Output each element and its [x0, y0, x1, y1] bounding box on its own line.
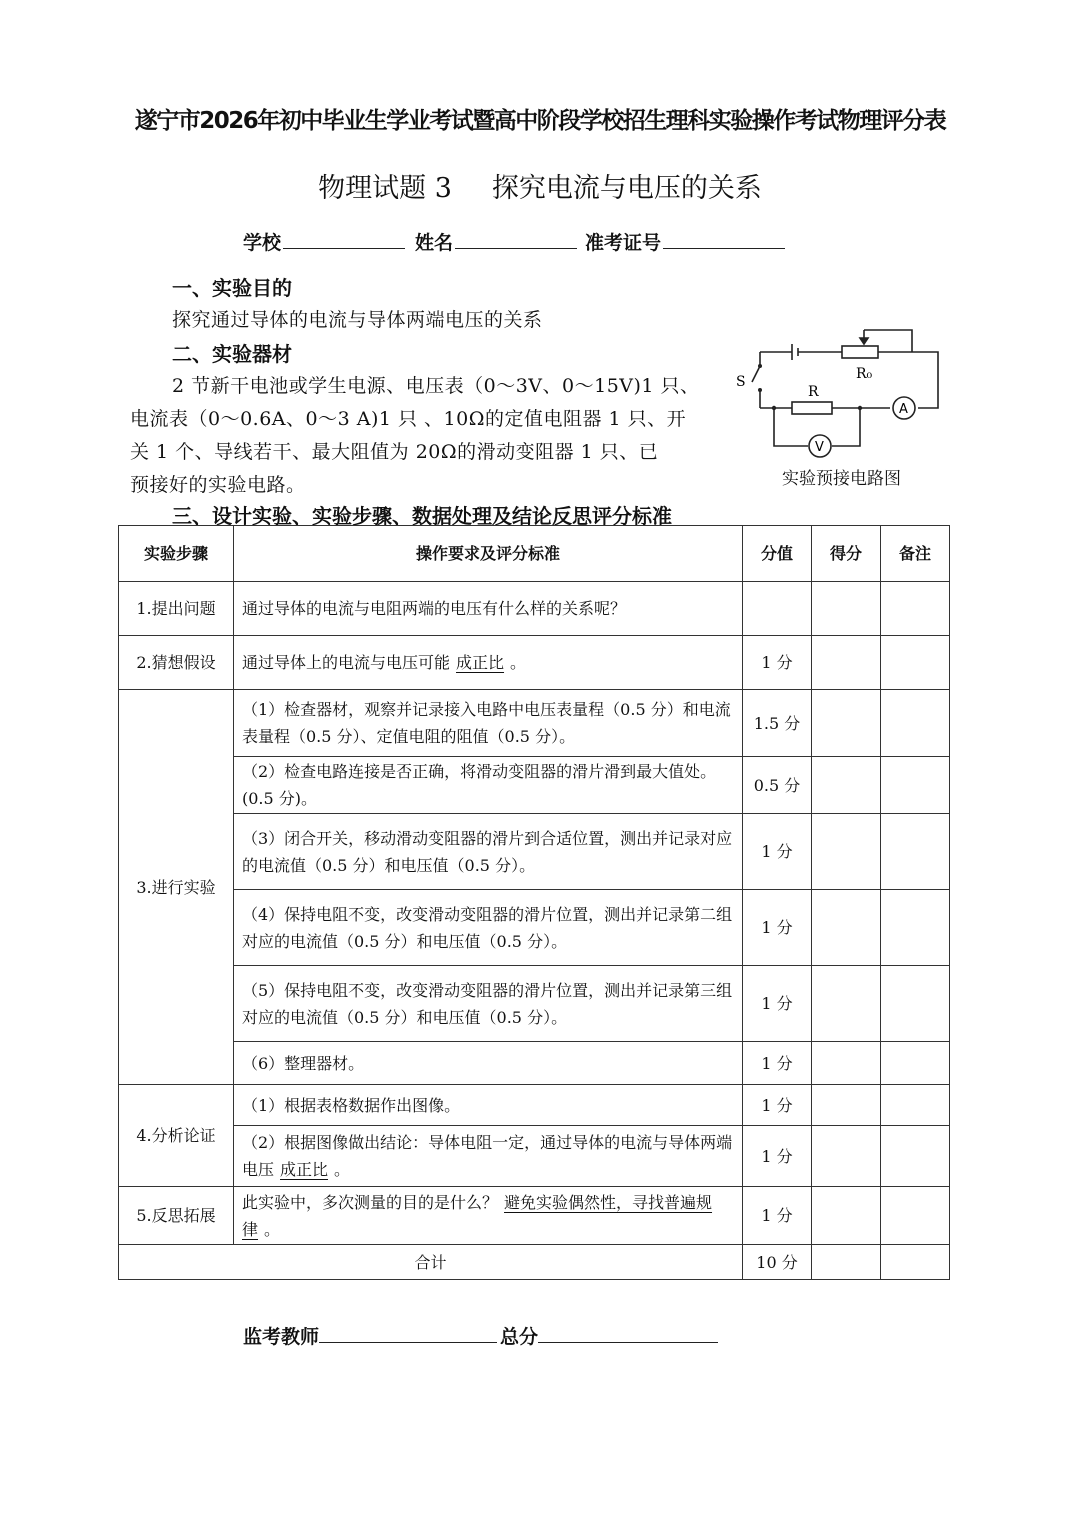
subtitle-topic: 探究电流与电压的关系: [491, 173, 762, 204]
header-remarks: 备注: [881, 526, 950, 582]
voltmeter-label: V: [815, 440, 824, 455]
remarks-cell[interactable]: [881, 582, 950, 636]
step-name: 2.猜想假设: [119, 636, 234, 690]
step-name: 5.反思拓展: [119, 1187, 234, 1245]
remarks-cell[interactable]: [881, 814, 950, 890]
equipment-line: 预接好的实验电路。: [130, 474, 306, 496]
points-cell: [743, 582, 812, 636]
criteria-cell: [234, 1126, 743, 1187]
proctor-signature-line[interactable]: [319, 1342, 497, 1343]
exam-id-field-label: 准考证号: [585, 232, 662, 254]
score-cell[interactable]: [812, 690, 881, 757]
table-row: [119, 1126, 950, 1187]
document-title: 遂宁市2026年初中毕业生学业考试暨高中阶段学校招生理科实验操作考试物理评分表: [134, 108, 946, 134]
remarks-cell[interactable]: [881, 1085, 950, 1126]
criteria-text: 。: [334, 1160, 351, 1179]
criteria-cell: （1）检查器材，观察并记录接入电路中电压表量程（0.5 分）和电流表量程（0.5 分）、定值电阻的阻值（0.5 分）。: [234, 690, 743, 757]
criteria-text: 。: [510, 653, 527, 672]
table-row: [119, 757, 950, 814]
criteria-text: 此实验中，多次测量的目的是什么？: [242, 1192, 499, 1212]
total-score-line[interactable]: [538, 1342, 718, 1343]
table-row: [119, 890, 950, 966]
table-row: [119, 966, 950, 1042]
total-row: [119, 1245, 950, 1280]
score-cell[interactable]: [812, 582, 881, 636]
criteria-cell: （5）保持电阻不变，改变滑动变阻器的滑片位置，测出并记录第三组对应的电流值（0.5 分）和电压值（0.5 分）。: [234, 966, 743, 1042]
table-header-row: [119, 526, 950, 582]
equipment-line: 电流表（0～0.6A、0～3 A)1 只 、10Ω的定值电阻器 1 只、开: [130, 408, 687, 430]
circuit-caption: 实验预接电路图: [782, 469, 901, 489]
answer-text: 成正比: [280, 1160, 329, 1179]
step-name: 3.进行实验: [119, 690, 234, 1085]
exam-id-field-line[interactable]: [663, 248, 785, 249]
header-criteria: 操作要求及评分标准: [234, 526, 743, 582]
score-cell[interactable]: [812, 1187, 881, 1245]
table-row: [119, 690, 950, 757]
table-row: [119, 1085, 950, 1126]
points-cell: 1 分: [743, 890, 812, 966]
criteria-cell: 通过导体的电流与电阻两端的电压有什么样的关系呢？: [234, 582, 743, 636]
table-row: [119, 1187, 950, 1245]
experiment-subtitle: [0, 166, 1080, 205]
table-row: [119, 582, 950, 636]
table-row: [119, 636, 950, 690]
equipment-line: 关 1 个、导线若干、最大阻值为 20Ω的滑动变阻器 1 只、已: [130, 441, 659, 463]
name-field-line[interactable]: [455, 248, 577, 249]
switch-lever: [752, 366, 760, 382]
resistor-symbol: [792, 402, 832, 414]
score-cell[interactable]: [812, 636, 881, 690]
equipment-line: 2 节新干电池或学生电源、电压表（0～3V、0～15V)1 只、: [172, 375, 700, 397]
name-field-label: 姓名: [415, 232, 454, 254]
points-cell: 1 分: [743, 1085, 812, 1126]
total-label: 合计: [119, 1245, 743, 1280]
total-points: 10 分: [743, 1245, 812, 1280]
total-score-cell[interactable]: [812, 1245, 881, 1280]
score-cell[interactable]: [812, 1085, 881, 1126]
score-cell[interactable]: [812, 1126, 881, 1187]
remarks-cell[interactable]: [881, 636, 950, 690]
circuit-diagram: [726, 322, 950, 470]
answer-text: 成正比: [456, 653, 505, 672]
remarks-cell[interactable]: [881, 890, 950, 966]
criteria-text: 通过导体上的电流与电压可能: [242, 653, 451, 672]
school-field-label: 学校: [243, 232, 282, 254]
points-cell: 1 分: [743, 1042, 812, 1085]
step-name: 1.提出问题: [119, 582, 234, 636]
points-cell: 1 分: [743, 636, 812, 690]
points-cell: 1 分: [743, 966, 812, 1042]
remarks-cell[interactable]: [881, 966, 950, 1042]
resistor-label: R: [808, 384, 819, 400]
criteria-text: （2）根据图像做出结论：导体电阻一定，通过导体的电流与导体两端电压: [242, 1133, 733, 1179]
criteria-text: 。: [264, 1219, 281, 1239]
points-cell: 1 分: [743, 814, 812, 890]
rheostat-label: R₀: [856, 366, 873, 382]
scoring-table: [118, 525, 950, 1280]
remarks-cell[interactable]: [881, 1042, 950, 1085]
school-field-line[interactable]: [283, 248, 405, 249]
criteria-cell: （2）检查电路连接是否正确，将滑动变阻器的滑片滑到最大值处。(0.5 分)。: [234, 757, 743, 814]
header-points: 分值: [743, 526, 812, 582]
section-scoring-heading: 三、设计实验、实验步骤、数据处理及结论反思评分标准: [172, 504, 672, 528]
points-cell: 0.5 分: [743, 757, 812, 814]
remarks-cell[interactable]: [881, 1187, 950, 1245]
total-score-label: 总分: [500, 1326, 539, 1348]
criteria-cell: （3）闭合开关，移动滑动变阻器的滑片到合适位置，测出并记录对应的电流值（0.5 分）和电压值（0.5 分）。: [234, 814, 743, 890]
ammeter-label: A: [899, 402, 908, 417]
proctor-label: 监考教师: [243, 1326, 320, 1348]
criteria-cell: （1）根据表格数据作出图像。: [234, 1085, 743, 1126]
score-cell[interactable]: [812, 757, 881, 814]
score-cell[interactable]: [812, 1042, 881, 1085]
remarks-cell[interactable]: [881, 690, 950, 757]
criteria-cell: （4）保持电阻不变，改变滑动变阻器的滑片位置，测出并记录第二组对应的电流值（0.5 分）和电压值（0.5 分）。: [234, 890, 743, 966]
criteria-cell: [234, 1187, 743, 1245]
points-cell: 1 分: [743, 1126, 812, 1187]
switch-label: S: [736, 374, 746, 390]
section-purpose-text: 探究通过导体的电流与导体两端电压的关系: [172, 309, 543, 331]
score-cell[interactable]: [812, 814, 881, 890]
criteria-cell: （6）整理器材。: [234, 1042, 743, 1085]
step-name: 4.分析论证: [119, 1085, 234, 1187]
score-cell[interactable]: [812, 966, 881, 1042]
total-remarks-cell[interactable]: [881, 1245, 950, 1280]
rheostat-symbol: [842, 346, 878, 358]
table-row: [119, 814, 950, 890]
answer-text: 避免实验偶然性，寻找普遍规律: [242, 1192, 713, 1239]
points-cell: 1.5 分: [743, 690, 812, 757]
points-cell: 1 分: [743, 1187, 812, 1245]
section-purpose-heading: 一、实验目的: [172, 276, 292, 300]
section-equipment-heading: 二、实验器材: [172, 342, 292, 366]
table-row: [119, 1042, 950, 1085]
header-step: 实验步骤: [119, 526, 234, 582]
header-score: 得分: [812, 526, 881, 582]
subtitle-test-number: 物理试题 3: [318, 173, 452, 204]
score-cell[interactable]: [812, 890, 881, 966]
remarks-cell[interactable]: [881, 1126, 950, 1187]
criteria-cell: [234, 636, 743, 690]
remarks-cell[interactable]: [881, 757, 950, 814]
